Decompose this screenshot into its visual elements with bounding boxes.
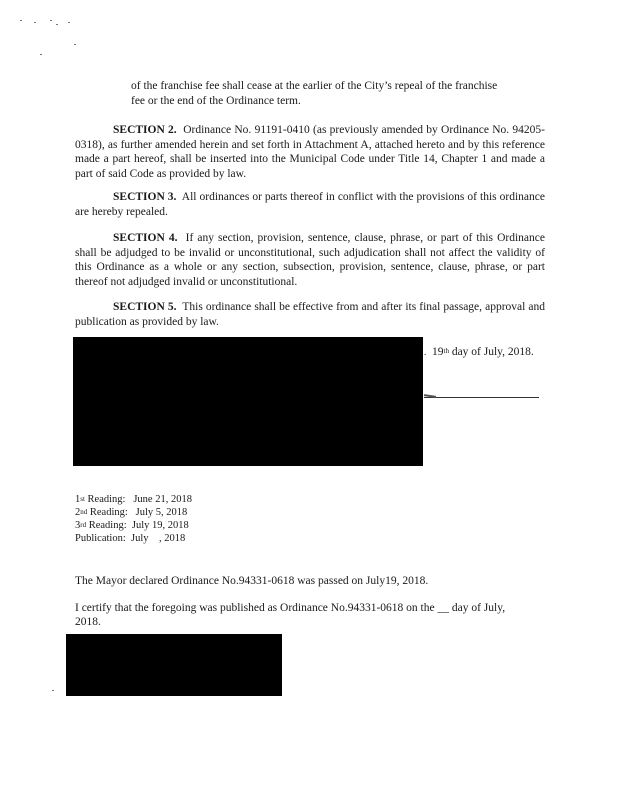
section-text: Ordinance No. 91191-0410 (as previously amended by Ordinance No. 94205-0318), as further amended herein and set forth in Attachment A, attached hereto and by this reference made a part hereof, shall be inserted into the Municipal Code under Title 14, Chapter 1 and made a part of said Code as provided by law.: [75, 124, 545, 180]
scan-speck: [40, 54, 42, 55]
mayor-statement: The Mayor declared Ordinance No.94331-0618 was passed on July19, 2018.: [75, 575, 429, 587]
section-3-paragraph: [75, 190, 545, 219]
passage-day-number: 19: [432, 346, 444, 358]
section-heading: SECTION 4.: [113, 232, 178, 244]
section-text: If any section, provision, sentence, clause, phrase, or part of this Ordinance shall be adjudged to be invalid or unconstitutional, such adjudication shall not affect the validity of this Ordinance as a whole or any section, subsection, provision, sentence, clause, phrase, or part thereof not adjudged invalid or unconstitutional.: [75, 232, 545, 288]
redaction-block: [73, 337, 423, 466]
section-2-paragraph: [75, 123, 545, 181]
scan-speck: [68, 22, 70, 23]
reading-line: 3rd Reading: July 19, 2018: [75, 520, 189, 531]
passage-day-rest: day of July, 2018.: [448, 346, 534, 358]
certification-line-2: 2018.: [75, 616, 101, 628]
reading-line: 2nd Reading: July 5, 2018: [75, 507, 188, 518]
scan-speck: [20, 20, 22, 21]
continuation-line-1: of the franchise fee shall cease at the earlier of the City’s repeal of the franchise: [131, 80, 498, 92]
section-5-paragraph: [75, 300, 545, 329]
passage-day-suffix: th: [443, 347, 449, 355]
section-heading: SECTION 2.: [113, 124, 177, 136]
section-text: All ordinances or parts thereof in conflict with the provisions of this ordinance are hereby repealed.: [75, 191, 545, 218]
reading-line: 1st Reading: June 21, 2018: [75, 494, 192, 505]
publication-line: Publication: July , 2018: [75, 533, 186, 544]
scan-speck: [56, 24, 58, 25]
signature-line: [424, 397, 539, 398]
scan-speck: [74, 44, 76, 45]
section-4-paragraph: [75, 231, 545, 289]
scan-speck: [52, 690, 54, 691]
section-heading: SECTION 3.: [113, 191, 177, 203]
passage-date: . 19th day of July, 2018.: [424, 346, 534, 358]
scan-speck: [34, 22, 36, 23]
continuation-line-2: fee or the end of the Ordinance term.: [131, 95, 301, 107]
section-text: This ordinance shall be effective from and after its final passage, approval and publication as provided by law.: [75, 301, 545, 328]
redaction-block: [66, 634, 282, 696]
certification-line-1: I certify that the foregoing was published as Ordinance No.94331-0618 on the __ day of July,: [75, 602, 506, 614]
scan-speck: [50, 20, 52, 21]
section-heading: SECTION 5.: [113, 301, 177, 313]
